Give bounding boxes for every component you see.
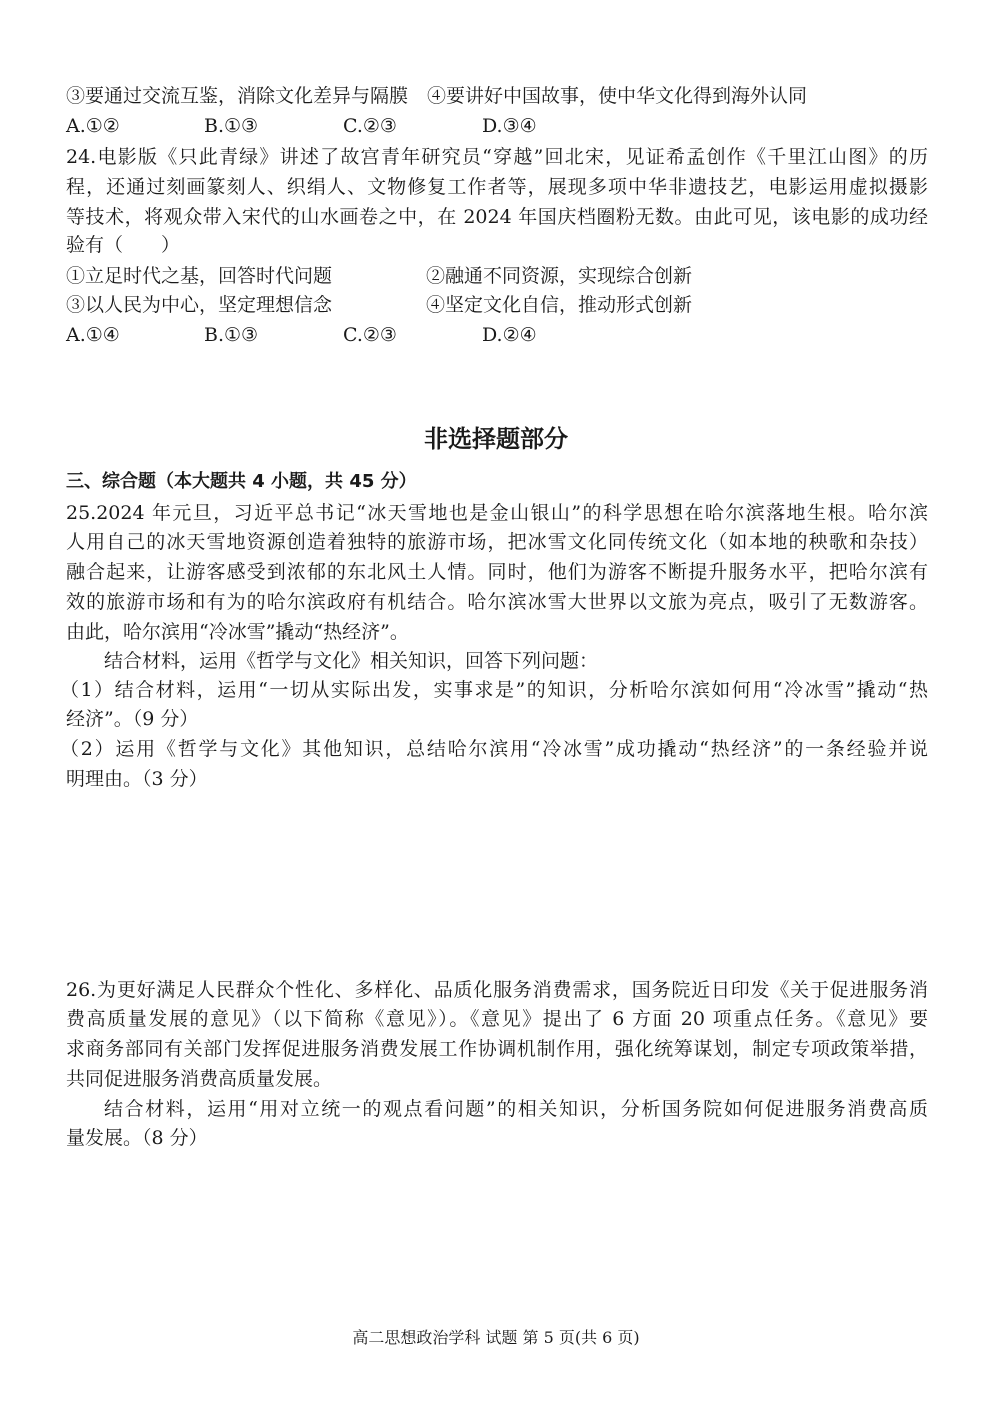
q23-choice-d: D.③④: [482, 115, 537, 137]
q24-line-3: 等技术，将观众带入宋代的山水画卷之中，在 2024 年国庆档圈粉无数。由此可见，该电影的成功经: [66, 206, 928, 228]
q23-options-line: ③要通过交流互鉴，消除文化差异与隔膜 ④要讲好中国故事，使中华文化得到海外认同: [66, 85, 808, 107]
q25-sub2-line-1: （2）运用《哲学与文化》其他知识，总结哈尔滨用“冷冰雪”成功撬动“热经济”的一条经验并说: [60, 738, 928, 760]
q24-choice-b: B.①③: [204, 324, 259, 346]
section3-heading: 三、综合题（本大题共 4 小题，共 45 分）: [66, 471, 417, 492]
q25-line-5: 由此，哈尔滨用“冷冰雪”撬动“热经济”。: [66, 621, 409, 643]
q26-line-2: 费高质量发展的意见》（以下简称《意见》）。《意见》提出了 6 方面 20 项重点任务。《意见》要: [66, 1008, 928, 1030]
q24-choice-d: D.②④: [482, 324, 537, 346]
q24-line-1: 24.电影版《只此青绿》讲述了故宫青年研究员“穿越”回北宋，见证希孟创作《千里江山图》的历: [66, 146, 928, 168]
q24-choice-c: C.②③: [343, 324, 397, 346]
q26-line-4: 共同促进服务消费高质量发展。: [66, 1068, 333, 1090]
q23-choice-c: C.②③: [343, 115, 397, 137]
q25-instruction: 结合材料，运用《哲学与文化》相关知识，回答下列问题：: [104, 650, 599, 672]
q24-option-4: ④坚定文化自信，推动形式创新: [426, 294, 693, 316]
q25-sub1-line-2: 经济”。（9 分）: [66, 708, 199, 730]
q25-line-3: 融合起来，让游客感受到浓郁的东北风土人情。同时，他们为游客不断提升服务水平，把哈尔滨有: [66, 561, 928, 583]
q24-line-4: 验有（ ）: [66, 234, 181, 256]
q26-line-1: 26.为更好满足人民群众个性化、多样化、品质化服务消费需求，国务院近日印发《关于促进服务消: [66, 979, 928, 1001]
q26-instruction-line-2: 量发展。（8 分）: [66, 1127, 208, 1149]
q25-line-1: 25.2024 年元旦，习近平总书记“冰天雪地也是金山银山”的科学思想在哈尔滨落地生根。哈尔滨: [66, 502, 928, 524]
q23-choice-b: B.①③: [204, 115, 259, 137]
q25-line-4: 效的旅游市场和有为的哈尔滨政府有机结合。哈尔滨冰雪大世界以文旅为亮点，吸引了无数游客。: [66, 591, 928, 613]
q25-sub1-line-1: （1）结合材料，运用“一切从实际出发，实事求是”的知识，分析哈尔滨如何用“冷冰雪”撬动“热: [60, 679, 928, 701]
q26-line-3: 求商务部同有关部门发挥促进服务消费发展工作协调机制作用，强化统筹谋划，制定专项政策举措，: [66, 1038, 928, 1060]
q24-choice-a: A.①④: [66, 324, 120, 346]
section-title: 非选择题部分: [424, 425, 568, 453]
q26-instruction-line-1: 结合材料，运用“用对立统一的观点看问题”的相关知识，分析国务院如何促进服务消费高质: [104, 1098, 928, 1120]
q24-options-row-1: [66, 261, 928, 291]
q25-line-2: 人用自己的冰天雪地资源创造着独特的旅游市场，把冰雪文化同传统文化（如本地的秧歌和杂技）: [66, 531, 928, 553]
q24-line-2: 程，还通过刻画篆刻人、织绢人、文物修复工作者等，展现多项中华非遗技艺，电影运用虚拟摄影: [66, 176, 928, 198]
page-footer: 高二思想政治学科 试题 第 5 页(共 6 页): [352, 1328, 640, 1347]
q24-options-row-2: [66, 290, 928, 320]
q24-option-3: ③以人民为中心，坚定理想信念: [66, 294, 333, 316]
q24-option-2: ②融通不同资源，实现综合创新: [426, 265, 693, 287]
q24-option-1: ①立足时代之基，回答时代问题: [66, 265, 333, 287]
q23-choice-a: A.①②: [66, 115, 120, 137]
q25-sub2-line-2: 明理由。（3 分）: [66, 768, 208, 790]
